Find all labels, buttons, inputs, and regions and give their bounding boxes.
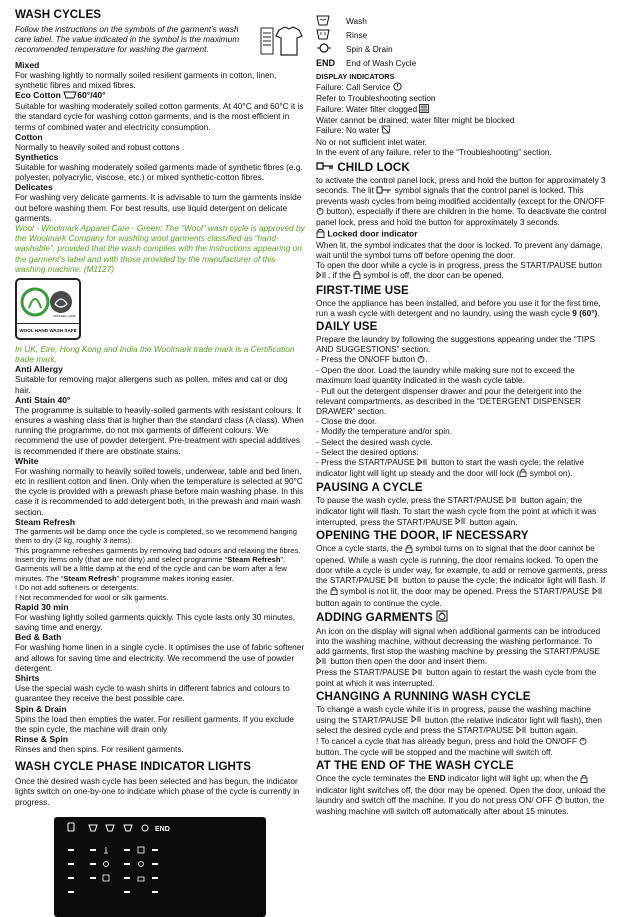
daily-use-step1 (316, 354, 608, 365)
display-l1 (316, 82, 608, 93)
legend-rinse (316, 28, 608, 42)
daily-use-step1-text: - Press the ON/OFF button (316, 354, 416, 365)
display-l3 (316, 104, 608, 115)
anti-allergy-title: Anti Allergy (15, 364, 63, 375)
changing-cycle-text2: button (the relative indicator light will flash), then select the desired cycle and press the START/PAUSE (316, 714, 602, 736)
end-of-cycle-text1: Once the cycle terminates the (316, 773, 426, 784)
steam-refresh-title: Steam Refresh (15, 516, 76, 527)
add-garment-icon (436, 610, 448, 626)
door-lock-icon (405, 544, 413, 555)
door-lock-icon (316, 228, 325, 240)
start-pause-icon (411, 715, 423, 725)
adding-garments-text3: Press the START/PAUSE (316, 667, 410, 678)
power-icon (579, 737, 587, 747)
woolmark-label (17, 323, 79, 338)
door-lock-icon (580, 774, 588, 785)
start-pause-icon (592, 587, 604, 597)
start-pause-icon (412, 668, 424, 678)
eco-cotton-text: Suitable for washing moderately soiled cotton garments. At 40°C and 60°C it is the standard cycle for washing cotton garments, and is the most efficient in terms of combined water and electricity consumption. (15, 101, 304, 132)
legend-rinse-label: Rinse (346, 30, 368, 40)
changing-cycle-text4: ! To cancel a cycle that has already begun, press and hold the ON/OFF (316, 736, 577, 747)
start-pause-icon (417, 458, 429, 468)
steam-refresh-bold2: Steam Refresh (63, 573, 117, 583)
adding-garments-title-text: ADDING GARMENTS (316, 610, 433, 624)
woolmark-logo (15, 278, 81, 340)
phase-indicator-title: WASH CYCLE PHASE INDICATOR LIGHTS (15, 760, 252, 774)
opening-door-text (316, 543, 608, 607)
daily-use-step5: - Modify the temperature and/or spin. (316, 426, 453, 437)
steam-refresh-text2a: This programme refreshes garments by removing bad odours and relaxing the fibres. Insert dry items only (that are not dirty) and select programme “ (15, 545, 301, 565)
power-icon (555, 796, 563, 806)
start-pause-icon (316, 657, 328, 667)
display-l5 (316, 125, 608, 136)
adding-garments-text1: An icon on the display will signal when additional garments can be introduced into the washing machine, without decreasing the washing performance. To add garments, first stop the washing machine by pressing the START/PAUSE (316, 625, 601, 657)
anti-allergy-text: Suitable for removing major allergens such as pollen, mites and cat or dog hair. (15, 374, 288, 395)
panel-end-label: END (155, 825, 170, 833)
cotton-title: Cotton (15, 131, 43, 142)
steam-refresh-note1: ! Do not add softeners or detergents. (15, 583, 139, 593)
woolmark-brand: APPAREL CARE (53, 313, 76, 318)
filter-clogged-icon (419, 104, 429, 115)
display-l5-text: Failure: No water (316, 125, 380, 136)
end-of-cycle-title: AT THE END OF THE WASH CYCLE (316, 759, 514, 773)
left-column (15, 8, 305, 917)
power-icon (316, 207, 324, 217)
pausing-title: PAUSING A CYCLE (316, 481, 423, 495)
no-water-icon (381, 125, 391, 136)
daily-use-step6: - Select the desired wash cycle. (316, 436, 433, 447)
phase-indicator-text: Once the desired wash cycle has been selected and has begun, the indicator lights switch on one-by-one to indicate which phase of the cycle is currently in progress. (15, 776, 300, 807)
pausing-text1: To pause the wash cycle, press the START/PAUSE (316, 495, 504, 506)
opening-door-text3: button to pause the cycle; the indicator light will flash. If the (316, 575, 606, 597)
steam-refresh-text2 (15, 546, 305, 584)
daily-use-step8b: button to start the wash cycle; the relative indicator light will light up steady and the door will lock ( (316, 457, 584, 478)
panel-icons (54, 817, 266, 917)
daily-use-step1-end: . (425, 354, 428, 365)
anti-stain-text: The programme is suitable to heavily-soiled garments with resistant colours. It ensures a washing class that is higher than the standard class (A class). When running the programme, do not mix garments of different colours. We recommend the use of powder detergent. Pre-treatment with special additives is recommended if there are obstinate stains. (15, 404, 304, 456)
end-of-cycle-text2: indicator light will light up; when the (447, 773, 578, 784)
eco-cotton-title (15, 90, 305, 101)
rinse-icon (316, 28, 346, 42)
cotton-text: Normally to heavily soiled and robust cottons . (15, 141, 185, 152)
display-l7: In the event of any failure, refer to the “Troubleshooting” section. (316, 146, 552, 157)
shirts-text: Use the special wash cycle to wash shirts in different fabrics and colours to guarantee they receive the best possible care. (15, 683, 290, 704)
daily-use-step7: - Select the desired options. (316, 446, 419, 457)
wash-icon (316, 14, 346, 28)
daily-use-step8c: symbol on). (529, 467, 573, 478)
end-of-cycle-text3: indicator light switches off, the door may be opened. Open the door, unload the laundry and switch off the machine. If you do not press ON/ OFF (316, 784, 606, 806)
steam-refresh-note2: ! Not recommended for wool or silk garments. (15, 592, 169, 602)
locked-door-text1: When lit, the symbol indicates that the door is locked. To prevent any damage, wait until the symbol turns off before opening the door. (316, 239, 603, 260)
call-service-icon (393, 82, 402, 93)
pausing-text2: button again; the indicator light will flash. To start the wash cycle from the point at which it was interrupted, press the START/PAUSE (316, 495, 597, 527)
right-column (316, 14, 608, 816)
adding-garments-text4: button again to restart the wash cycle from the point at which it was interrupted. (316, 667, 597, 689)
daily-use-step8 (316, 457, 608, 479)
wash-cycles-title: WASH CYCLES (15, 8, 102, 21)
display-l2: Refer to Troubleshooting section (316, 93, 436, 104)
shirts-title: Shirts (15, 673, 40, 684)
locked-door-text2c: symbol is off, the door can be opened. (363, 270, 504, 281)
locked-door-text2 (316, 260, 608, 282)
mixed-title: Mixed (15, 60, 40, 70)
bed-bath-title: Bed & Bath (15, 632, 62, 643)
rinse-spin-text: Rinses and then spins. For resilient garments. (15, 743, 184, 754)
adding-garments-text (316, 626, 608, 668)
legend-wash (316, 14, 608, 28)
woolmark-label-safe: SAFE (64, 327, 77, 333)
locked-door-title-text: Locked door indicator (327, 227, 418, 238)
changing-cycle-text3: button again. (530, 725, 578, 736)
changing-cycle-text5: button. The cycle will be stopped and the machine will switch off. (316, 747, 553, 758)
display-l1-text: Failure: Call Service (316, 82, 391, 92)
child-lock-text3: button), especially if there are children in the home. To deactivate the control panel lock, press and hold the button for approximately 3 seconds. (316, 206, 607, 228)
adding-garments-text-b (316, 667, 608, 688)
first-time-use-title: FIRST-TIME USE (316, 283, 409, 297)
daily-use-step8a: - Press the START/PAUSE (316, 457, 415, 468)
wash-cycles-intro-block (15, 24, 305, 58)
opening-door-text2: symbol turns on to signal that the door cannot be opened. While a wash cycle is running, the door remains locked. To open the door while a cycle is under way, for example, to add or remove garments, press the START/PAUSE (316, 543, 608, 586)
white-title: White (15, 455, 39, 466)
rinse-spin-title: Rinse & Spin (15, 733, 69, 744)
steam-refresh-text1: The garments will be damp once the cycle is completed, so we recommend hanging them to dry (2 kg, roughly 3 items). (15, 526, 297, 546)
locked-door-title (316, 228, 608, 240)
steam-refresh-bold1: Steam Refresh (227, 555, 281, 565)
start-pause-icon (316, 271, 328, 281)
delicates-title: Delicates (15, 182, 53, 193)
woolmark-label-text: WOOL HAND WASH (19, 327, 64, 333)
end-icon: END (316, 58, 336, 68)
spin-drain-title: Spin & Drain (15, 703, 67, 714)
first-time-use-end: . (597, 307, 600, 318)
locked-door-text2a: To open the door while a cycle is in progress, press the START/PAUSE button (316, 259, 602, 270)
opening-door-text1: Once a cycle starts, the (316, 543, 403, 554)
adding-garments-title (316, 610, 608, 626)
end-of-cycle-text4: button, the washing machine will switch off automatically after about 15 minutes. (316, 795, 605, 816)
end-of-cycle-text (316, 773, 608, 816)
child-lock-text (316, 175, 608, 227)
opening-door-title: OPENING THE DOOR, IF NECESSARY (316, 529, 529, 543)
opening-door-text4: symbol is not lit, the door may be opened. Press the START/PAUSE (340, 586, 590, 597)
end-icon: END (428, 773, 446, 784)
steam-refresh-text2b: ”. Garments will be a little damp at the end of the cycle and can be worn after a few minutes. The “ (15, 555, 287, 583)
steam-refresh-text2c: ” programme makes ironing easier. (116, 573, 234, 583)
key-icon (376, 186, 392, 196)
first-time-use-text (316, 298, 608, 318)
child-lock-text2: symbol signals that the control panel is locked. This prevents wash cycles from being modified accidentally (except for the ON/OFF (316, 185, 605, 207)
rapid-title: Rapid 30 min (15, 602, 69, 613)
wash-tub-icon (63, 91, 77, 101)
white-text: For washing normally to heavily soiled towels, underwear, table and bed linen, etc in resilient cotton and linen. Only when the temperature is selected at 90°C the cycle is provided with a prewash phase before main washing phase. In this case it is recommended to add detergent both, in the prewash and main wash section. (15, 465, 304, 517)
anti-stain-title: Anti Stain 40° (15, 394, 71, 405)
changing-cycle-title: CHANGING A RUNNING WASH CYCLE (316, 690, 531, 704)
display-l4: Water cannot be drained; water filter might be blocked (316, 115, 515, 126)
child-lock-text1: to activate the control panel lock, press and hold the button for approximately 3 seconds. The lit (316, 175, 606, 196)
legend-end-label: End of Wash Cycle (346, 58, 417, 68)
start-pause-icon (506, 496, 518, 506)
first-time-use-cycle: 9 (60°) (572, 307, 598, 318)
locked-door-text2b: ; if the (328, 270, 351, 281)
legend-end (316, 56, 608, 70)
start-pause-icon (516, 726, 528, 736)
daily-use-step2: - Open the door. Load the laundry while making sure not to exceed the maximum load quantity indicated in the wash cycle table. (316, 365, 575, 386)
door-lock-icon (353, 270, 361, 281)
display-l6: No or not sufficient inlet water. (316, 136, 427, 147)
child-lock-title-text: CHILD LOCK (337, 161, 410, 175)
spin-icon (316, 42, 346, 56)
changing-cycle-text (316, 704, 608, 736)
eco-cotton-temp: 60°/40° (77, 90, 106, 101)
door-lock-icon (330, 586, 338, 597)
start-pause-icon (388, 576, 400, 586)
adding-garments-text2: button then open the door and insert them. (330, 656, 488, 667)
eco-cotton-label: Eco Cotton (15, 90, 61, 101)
daily-use-intro: Prepare the laundry by following the suggestions appearing under the “TIPS AND SUGGESTIONS” section. (316, 333, 596, 355)
daily-use-title: DAILY USE (316, 319, 378, 333)
changing-cycle-note (316, 736, 608, 757)
legend-wash-label: Wash (346, 16, 367, 26)
legend-spin (316, 42, 608, 56)
daily-use-step3: - Pull out the detergent dispenser drawer and pour the detergent into the relevant compartments, as described in the “DETERGENT DISPENSER DRAWER” section. (316, 385, 582, 417)
control-panel-display (54, 817, 266, 917)
door-lock-icon (519, 468, 527, 479)
rapid-text: For washing lightly soiled garments quickly. This cycle lasts only 30 minutes, saving time and energy. (15, 612, 296, 633)
start-pause-icon (455, 517, 467, 527)
mixed-text: For washing lightly to normally soiled resilient garments in cotton, linen, synthetic fibres and mixed fibres. (15, 70, 277, 91)
wool-text: Wool - Woolmark Apparel Care - Green: The “Wool” wash cycle is approved by the Woolmark Company for washing wool garments classified as “hand-washable”, provided that the wash complies with the instructions appearing on the garment’s label and with those provided by the manufacturer of this washing machine. (M1127) (15, 222, 305, 274)
legend-spin-label: Spin & Drain (346, 44, 393, 54)
synthetics-text: Suitable for washing moderately soiled garments made of synthetic fibres (e.g. polyester, polyacrylic, viscose, etc.) or mixed synthetic-cotton fibres. (15, 161, 303, 183)
spin-drain-text: Spins the load then empties the water. For resilient garments. If you exclude the spin cycle, the machine will drain only (15, 713, 295, 734)
changing-cycle-text1: To change a wash cycle while it is in progress, pause the washing machine using the START/PAUSE (316, 704, 591, 725)
synthetics-title: Synthetics (15, 151, 59, 162)
daily-use-step4: - Close the door. (316, 416, 377, 427)
bed-bath-text: For washing home linen in a single cycle. It optimises the use of fabric softener and allows for saving time and electricity. We recommend the use of powder detergent. (15, 642, 305, 673)
opening-door-text5: button again to continue the cycle. (316, 597, 442, 608)
child-lock-title (316, 161, 608, 175)
delicates-text: For washing very delicate garments. It is advisable to turn the garments inside out before washing them. For best results, use liquid detergent on delicate garments. (15, 192, 302, 223)
care-label-shirt-icon (259, 24, 305, 58)
first-time-use-body: Once the appliance has been installed, and before you use it for the first time, run a wash cycle with detergent and no laundry, using the wash cycle (316, 297, 601, 318)
display-l3-text: Failure: Water filter clogged (316, 103, 418, 114)
key-icon (316, 161, 334, 175)
pausing-text (316, 495, 608, 527)
wash-cycles-intro: Follow the instructions on the symbols of the garment’s wash care label. The value indicated in the symbol is the maximum recommended temperature for washing the garment. (15, 24, 240, 55)
pausing-text3: button again. (469, 516, 518, 527)
display-indicators-title: DISPLAY INDICATORS (316, 72, 395, 81)
uk-trademark-text: In UK, Eire, Hong Kong and India the Woolmark trade mark is a Certification trade mark. (15, 343, 295, 365)
